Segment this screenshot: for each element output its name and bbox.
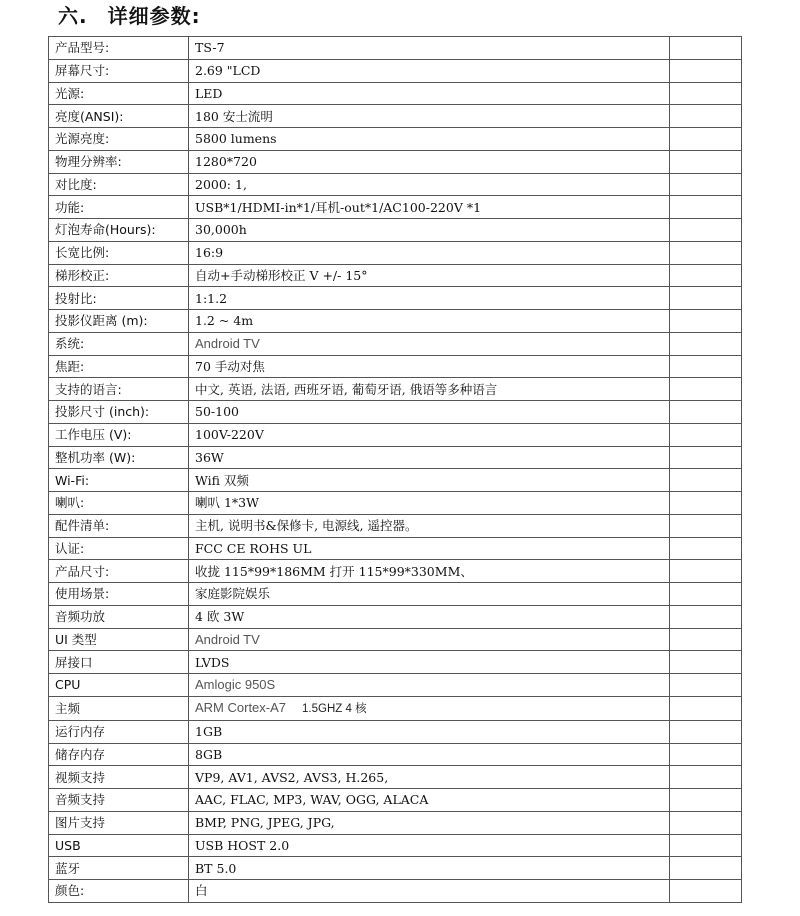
spec-label: 长宽比例: — [49, 241, 189, 264]
spec-value — [189, 605, 670, 628]
spec-row — [49, 743, 742, 766]
spec-empty-cell — [670, 287, 742, 310]
spec-row — [49, 674, 742, 697]
spec-value — [189, 514, 670, 537]
spec-row — [49, 105, 742, 128]
spec-empty-cell — [670, 537, 742, 560]
spec-label: 音频功放 — [49, 605, 189, 628]
spec-table-body — [49, 37, 742, 903]
spec-label: 视频支持 — [49, 766, 189, 789]
spec-empty-cell — [670, 789, 742, 812]
spec-label: 运行内存 — [49, 720, 189, 743]
spec-value-text: AAC, FLAC, MP3, WAV, OGG, ALACA — [195, 792, 429, 808]
spec-label: Wi-Fi: — [49, 469, 189, 492]
spec-value — [189, 583, 670, 606]
spec-label: 认证: — [49, 537, 189, 560]
spec-empty-cell — [670, 310, 742, 333]
spec-label: 主频 — [49, 696, 189, 720]
spec-value-text: 16:9 — [195, 245, 224, 261]
spec-label: 投影仪距离 (m): — [49, 310, 189, 333]
spec-empty-cell — [670, 674, 742, 697]
spec-empty-cell — [670, 128, 742, 151]
spec-value-text: 1280*720 — [195, 154, 257, 170]
spec-label: 整机功率 (W): — [49, 446, 189, 469]
spec-label: CPU — [49, 674, 189, 697]
spec-value — [189, 628, 670, 651]
spec-value — [189, 310, 670, 333]
spec-row — [49, 82, 742, 105]
spec-value — [189, 560, 670, 583]
spec-label: UI 类型 — [49, 628, 189, 651]
spec-label: 投射比: — [49, 287, 189, 310]
spec-value — [189, 857, 670, 880]
spec-value-text: 30,000h — [195, 222, 247, 238]
spec-value — [189, 743, 670, 766]
spec-value-text: 1.2 ~ 4m — [195, 313, 254, 329]
spec-value-text: 50-100 — [195, 404, 239, 420]
spec-value-text: 白 — [195, 883, 208, 899]
spec-row — [49, 241, 742, 264]
spec-label: 喇叭: — [49, 492, 189, 515]
spec-value — [189, 720, 670, 743]
spec-label: 光源亮度: — [49, 128, 189, 151]
spec-label: 投影尺寸 (inch): — [49, 401, 189, 424]
spec-row — [49, 834, 742, 857]
spec-value — [189, 674, 670, 697]
spec-row — [49, 696, 742, 720]
spec-row — [49, 401, 742, 424]
spec-empty-cell — [670, 332, 742, 355]
spec-empty-cell — [670, 720, 742, 743]
spec-value — [189, 696, 670, 720]
spec-value — [189, 196, 670, 219]
spec-row — [49, 287, 742, 310]
spec-label: 屏幕尺寸: — [49, 59, 189, 82]
spec-empty-cell — [670, 811, 742, 834]
spec-value-text: 4 欧 3W — [195, 609, 245, 625]
spec-value — [189, 355, 670, 378]
spec-row — [49, 492, 742, 515]
spec-value-text: ARM Cortex-A7 — [195, 699, 287, 715]
spec-value — [189, 766, 670, 789]
spec-empty-cell — [670, 59, 742, 82]
spec-value-text: 喇叭 1*3W — [195, 495, 259, 511]
spec-value — [189, 880, 670, 903]
spec-label: 颜色: — [49, 880, 189, 903]
spec-empty-cell — [670, 173, 742, 196]
spec-value — [189, 811, 670, 834]
spec-row — [49, 332, 742, 355]
spec-value-text: BMP, PNG, JPEG, JPG, — [195, 815, 335, 831]
spec-value — [189, 241, 670, 264]
spec-empty-cell — [670, 514, 742, 537]
spec-empty-cell — [670, 766, 742, 789]
spec-row — [49, 514, 742, 537]
spec-row — [49, 264, 742, 287]
spec-empty-cell — [670, 880, 742, 903]
section-number: 六. — [58, 4, 88, 28]
spec-empty-cell — [670, 651, 742, 674]
spec-label: 使用场景: — [49, 583, 189, 606]
spec-label: 产品尺寸: — [49, 560, 189, 583]
spec-value-text: USB*1/HDMI-in*1/耳机-out*1/AC100-220V *1 — [195, 199, 482, 215]
spec-empty-cell — [670, 605, 742, 628]
spec-label: 梯形校正: — [49, 264, 189, 287]
spec-value — [189, 173, 670, 196]
spec-table — [48, 36, 742, 903]
spec-value-text: 2000: 1, — [195, 176, 247, 192]
section-heading — [58, 0, 201, 32]
spec-empty-cell — [670, 834, 742, 857]
spec-row — [49, 605, 742, 628]
spec-value — [189, 492, 670, 515]
spec-value-text: LED — [195, 85, 223, 101]
spec-label: 储存内存 — [49, 743, 189, 766]
spec-empty-cell — [670, 401, 742, 424]
spec-label: 配件清单: — [49, 514, 189, 537]
spec-row — [49, 310, 742, 333]
spec-value-text: Android TV — [195, 631, 260, 647]
spec-empty-cell — [670, 241, 742, 264]
spec-value-text: 70 手动对焦 — [195, 358, 265, 374]
spec-value — [189, 150, 670, 173]
spec-value-text: FCC CE ROHS UL — [195, 540, 312, 556]
spec-value — [189, 834, 670, 857]
spec-value — [189, 469, 670, 492]
spec-row — [49, 173, 742, 196]
spec-value-extra: 1.5GHZ 4 核 — [302, 702, 367, 715]
spec-value-text: 中文, 英语, 法语, 西班牙语, 葡萄牙语, 俄语等多种语言 — [195, 381, 498, 397]
spec-label: 产品型号: — [49, 37, 189, 60]
spec-row — [49, 857, 742, 880]
spec-row — [49, 150, 742, 173]
spec-row — [49, 378, 742, 401]
spec-value — [189, 128, 670, 151]
spec-row — [49, 446, 742, 469]
spec-row — [49, 651, 742, 674]
spec-row — [49, 469, 742, 492]
spec-label: 光源: — [49, 82, 189, 105]
spec-row — [49, 583, 742, 606]
spec-empty-cell — [670, 150, 742, 173]
spec-value-text: BT 5.0 — [195, 860, 237, 876]
spec-row — [49, 720, 742, 743]
spec-empty-cell — [670, 583, 742, 606]
spec-row — [49, 811, 742, 834]
spec-value — [189, 537, 670, 560]
spec-value-text: 180 安士流明 — [195, 108, 273, 124]
spec-empty-cell — [670, 423, 742, 446]
spec-row — [49, 59, 742, 82]
spec-row — [49, 789, 742, 812]
spec-value-text: 自动+手动梯形校正 V +/- 15° — [195, 267, 368, 283]
spec-label: 屏接口 — [49, 651, 189, 674]
spec-label: 图片支持 — [49, 811, 189, 834]
spec-label: 对比度: — [49, 173, 189, 196]
spec-label: 亮度(ANSI): — [49, 105, 189, 128]
spec-label: 功能: — [49, 196, 189, 219]
spec-value-text: 8GB — [195, 746, 223, 762]
spec-value-text: 主机, 说明书&保修卡, 电源线, 遥控器。 — [195, 518, 418, 534]
spec-value — [189, 59, 670, 82]
spec-value-text: 1GB — [195, 724, 223, 740]
spec-value-text: 家庭影院娱乐 — [195, 586, 271, 602]
spec-label: USB — [49, 834, 189, 857]
spec-empty-cell — [670, 355, 742, 378]
spec-label: 支持的语言: — [49, 378, 189, 401]
spec-value-text: 36W — [195, 449, 224, 465]
spec-value — [189, 446, 670, 469]
spec-row — [49, 880, 742, 903]
spec-row — [49, 766, 742, 789]
spec-value — [189, 105, 670, 128]
spec-empty-cell — [670, 37, 742, 60]
spec-value-text: 5800 lumens — [195, 131, 277, 147]
spec-label: 音频支持 — [49, 789, 189, 812]
spec-value-text: 2.69 "LCD — [195, 63, 261, 79]
spec-row — [49, 128, 742, 151]
spec-value — [189, 82, 670, 105]
spec-value — [189, 789, 670, 812]
spec-value — [189, 423, 670, 446]
spec-row — [49, 537, 742, 560]
spec-empty-cell — [670, 446, 742, 469]
spec-label: 系统: — [49, 332, 189, 355]
spec-empty-cell — [670, 743, 742, 766]
spec-value — [189, 37, 670, 60]
spec-row — [49, 37, 742, 60]
spec-value-text: USB HOST 2.0 — [195, 837, 290, 853]
spec-value — [189, 401, 670, 424]
spec-empty-cell — [670, 82, 742, 105]
spec-empty-cell — [670, 196, 742, 219]
spec-label: 蓝牙 — [49, 857, 189, 880]
spec-label: 焦距: — [49, 355, 189, 378]
spec-empty-cell — [670, 219, 742, 242]
spec-value-text: Amlogic 950S — [195, 677, 276, 693]
spec-value — [189, 287, 670, 310]
spec-label: 物理分辨率: — [49, 150, 189, 173]
spec-value-text: 收拢 115*99*186MM 打开 115*99*330MM、 — [195, 563, 473, 579]
spec-empty-cell — [670, 469, 742, 492]
spec-value-text: TS-7 — [195, 40, 225, 56]
spec-row — [49, 560, 742, 583]
spec-empty-cell — [670, 560, 742, 583]
spec-row — [49, 423, 742, 446]
spec-value-text: 100V-220V — [195, 427, 264, 443]
spec-value — [189, 332, 670, 355]
spec-label: 灯泡寿命(Hours): — [49, 219, 189, 242]
spec-value-text: Wifi 双频 — [195, 472, 249, 488]
spec-label: 工作电压 (V): — [49, 423, 189, 446]
spec-row — [49, 196, 742, 219]
spec-value — [189, 219, 670, 242]
spec-value-text: LVDS — [195, 654, 230, 670]
spec-empty-cell — [670, 857, 742, 880]
spec-row — [49, 219, 742, 242]
spec-row — [49, 628, 742, 651]
section-title: 详细参数: — [107, 4, 201, 28]
spec-empty-cell — [670, 105, 742, 128]
spec-empty-cell — [670, 492, 742, 515]
spec-value — [189, 651, 670, 674]
spec-empty-cell — [670, 696, 742, 720]
spec-value-text: VP9, AV1, AVS2, AVS3, H.265, — [195, 769, 389, 785]
spec-value-text: Android TV — [195, 336, 260, 352]
spec-empty-cell — [670, 378, 742, 401]
spec-value-text: 1:1.2 — [195, 290, 228, 306]
spec-empty-cell — [670, 628, 742, 651]
spec-value — [189, 264, 670, 287]
spec-empty-cell — [670, 264, 742, 287]
spec-value — [189, 378, 670, 401]
spec-row — [49, 355, 742, 378]
